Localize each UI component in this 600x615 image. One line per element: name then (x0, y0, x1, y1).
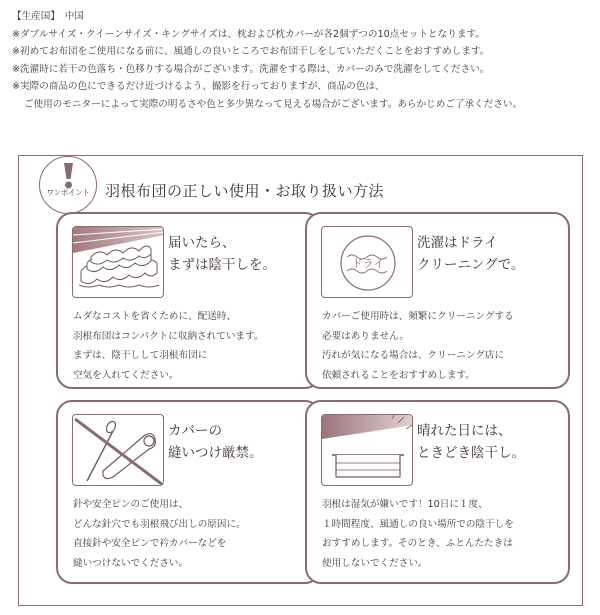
card-body: 羽根は湿気が嫌いです！10日に１度、 １時間程度、風通しの良い場所での陰干しを おすすめします。そのとき、ふとんたたきは 使用しないでください。 (322, 499, 514, 569)
card-heading: 届いたら、 まずは陰干しを。 (168, 235, 276, 273)
care-card-no-sewing (56, 400, 321, 584)
futon-icon (72, 226, 164, 298)
note-color-continued: ご使用のモニターによって実際の明るさや色と多少異なって見える場合がございます。あらかじめご了承ください。 (24, 98, 523, 110)
card-body: 針や安全ピンのご使用は、 どんな針穴でも羽根飛び出しの原因に。 直接針や安全ピンで衿カバーなどを 縫いつけないでください。 (73, 499, 246, 569)
note-first-use: ※初めてお布団をご使用になる前に、風通しの良いところでお布団干しをしていただくことをおすすめします。 (12, 46, 490, 58)
product-notes (12, 8, 592, 114)
note-set-size: ※ダブルサイズ・クイーンサイズ・キングサイズは、枕および枕カバーが各2個ずつの10点セットとなります。 (12, 28, 485, 40)
care-card-dry-cleaning (305, 212, 570, 389)
one-point-badge (39, 156, 97, 214)
card-heading: 洗濯はドライ クリーニングで。 (417, 235, 525, 273)
care-guide-panel (18, 155, 583, 606)
no-needle-icon (72, 414, 164, 486)
note-washing: ※洗濯時に若干の色落ち・色移りする場合がございます。洗濯をする際は、カバーのみで洗濯をしてください。 (12, 63, 490, 75)
badge-label: ワンポイント (46, 188, 90, 197)
dry-label: ドライ (351, 257, 385, 270)
sunny-shade-icon (321, 414, 413, 486)
panel-title: 羽根布団の正しい使用・お取り扱い方法 (105, 182, 385, 200)
card-body: ムダなコストを省くために、配送時、 羽根布団はコンパクトに収納されています。 まずは、陰干しして羽根布団に 空気を入れてください。 (73, 311, 264, 381)
care-card-shade-dry (56, 212, 321, 389)
dry-cleaning-icon (321, 226, 413, 298)
note-color: ※実際の商品の色にできるだけ近づけるよう、撮影を行っておりますが、商品の色は、 (12, 81, 385, 93)
care-card-sunny-shade (305, 400, 570, 584)
note-origin: 【生産国】 中国 (12, 11, 84, 22)
card-body: カバーご使用時は、頻繁にクリーニングする 必要はありません。 汚れが気になる場合は、クリーニング店に 依頼されることをおすすめします。 (322, 311, 514, 381)
exclamation-icon (63, 162, 74, 190)
card-heading: 晴れた日には、 ときどき陰干し。 (417, 423, 525, 461)
card-heading: カバーの 縫いつけ厳禁。 (168, 423, 263, 461)
